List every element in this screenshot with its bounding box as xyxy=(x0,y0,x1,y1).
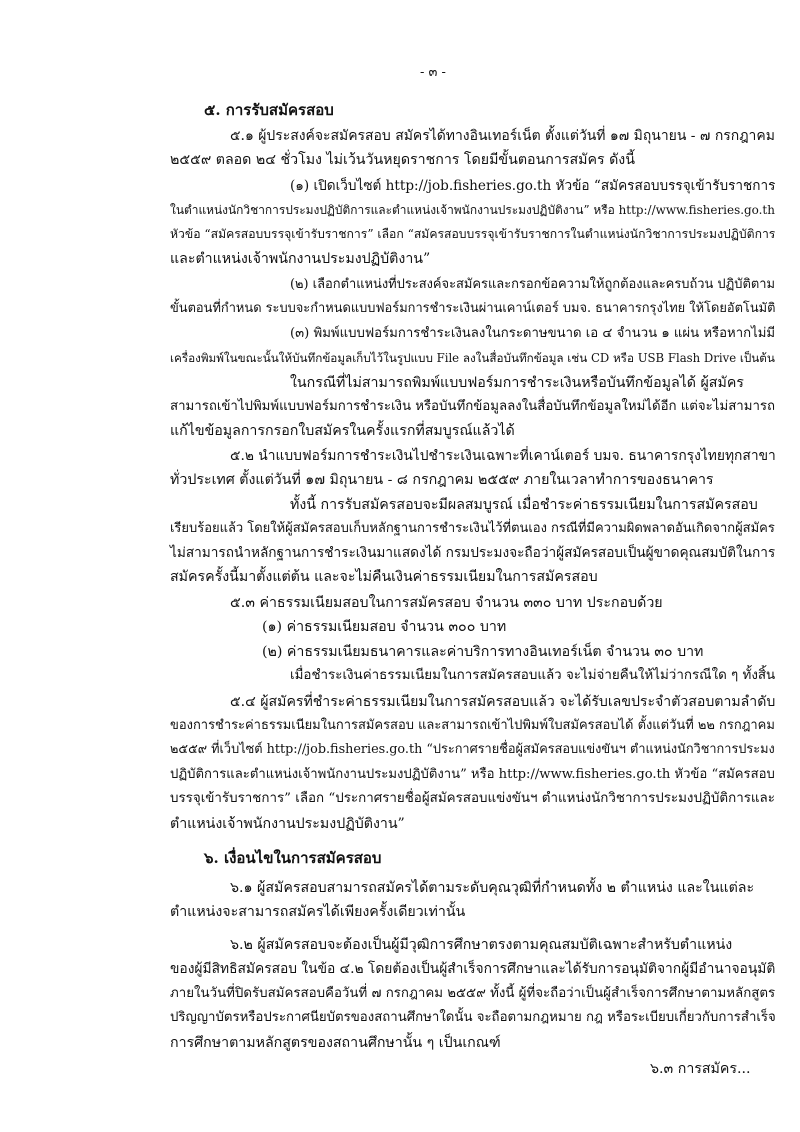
section-heading: ๖. เงื่อนไขในการสมัครสอบ xyxy=(204,849,382,867)
paragraph-line: เครื่องพิมพ์ในขณะนั้นให้บันทึกข้อมูลเก็บไว้ในรูปแบบ File ลงในสื่อบันทึกข้อมูล เช่น CD หรือ USB Flash Drive เป็นต้น xyxy=(170,351,775,365)
paragraph-line: ๕.๓ ค่าธรรมเนียมสอบในการสมัครสอบ จำนวน ๓๓๐ บาท ประกอบด้วย xyxy=(230,595,663,611)
paragraph-line: ปริญญาบัตรหรือประกาศนียบัตรของสถานศึกษาใดนั้น จะถือตามกฎหมาย กฎ หรือระเบียบเกี่ยวกับการสำเร็จ xyxy=(170,1010,776,1025)
paragraph-line: ทั่วประเทศ ตั้งแต่วันที่ ๑๗ มิถุนายน - ๘ กรกฎาคม ๒๕๕๙ ภายในเวลาทำการของธนาคาร xyxy=(170,472,714,488)
paragraph-line: ๖.๑ ผู้สมัครสอบสามารถสมัครได้ตามระดับคุณวุฒิที่กำหนดทั้ง ๒ ตำแหน่ง และในแต่ละ xyxy=(230,880,755,896)
paragraph-line: ทั้งนี้ การรับสมัครสอบจะมีผลสมบูรณ์ เมื่อชำระค่าธรรมเนียมในการสมัครสอบ xyxy=(290,497,758,513)
section-heading: ๕. การรับสมัครสอบ xyxy=(204,101,334,119)
paragraph-line: ไม่สามารถนำหลักฐานการชำระเงินมาแสดงได้ กรมประมงจะถือว่าผู้สมัครสอบเป็นผู้ขาดคุณสมบัติในการ xyxy=(170,545,776,561)
paragraph-line: ๒๕๕๙ ตลอด ๒๔ ชั่วโมง ไม่เว้นวันหยุดราชการ โดยมีขั้นตอนการสมัคร ดังนี้ xyxy=(170,152,635,168)
paragraph-line: (๑) เปิดเว็บไซต์ http://job.fisheries.go.th หัวข้อ “สมัครสอบบรรจุเข้ารับราชการ xyxy=(290,178,776,194)
paragraph-line: ในตำแหน่งนักวิชาการประมงปฏิบัติการและตำแหน่งเจ้าพนักงานประมงปฏิบัติงาน” หรือ http://www.fisheries.go.th xyxy=(170,203,775,217)
paragraph-line: ๒๕๕๙ ที่เว็บไซต์ http://job.fisheries.go.th “ประกาศรายชื่อผู้สมัครสอบแข่งขันฯ ตำแหน่งนักวิชาการประมง xyxy=(170,742,775,757)
paragraph-line: ๖.๒ ผู้สมัครสอบจะต้องเป็นผู้มีวุฒิการศึกษาตรงตามคุณสมบัติเฉพาะสำหรับตำแหน่ง xyxy=(230,937,733,953)
paragraph-line: ๕.๑ ผู้ประสงค์จะสมัครสอบ สมัครได้ทางอินเทอร์เน็ต ตั้งแต่วันที่ ๑๗ มิถุนายน - ๗ กรกฎาคม xyxy=(230,128,775,144)
page-number: - ๓ - xyxy=(420,65,446,80)
list-item: (๑) ค่าธรรมเนียมสอบ จำนวน ๓๐๐ บาท xyxy=(262,619,507,635)
paragraph-line: สามารถเข้าไปพิมพ์แบบฟอร์มการชำระเงิน หรือบันทึกข้อมูลลงในสื่อบันทึกข้อมูลใหม่ได้อีก แต่จะไม่สามารถ xyxy=(170,399,776,414)
paragraph-line: และตำแหน่งเจ้าพนักงานประมงปฏิบัติงาน” xyxy=(170,251,431,267)
paragraph-line: ของการชำระค่าธรรมเนียมในการสมัครสอบ และสามารถเข้าไปพิมพ์ใบสมัครสอบได้ ตั้งแต่วันที่ ๒๒ กรกฎาคม xyxy=(170,718,775,733)
list-item: (๒) ค่าธรรมเนียมธนาคารและค่าบริการทางอินเทอร์เน็ต จำนวน ๓๐ บาท xyxy=(262,644,704,660)
paragraph-line: ขั้นตอนที่กำหนด ระบบจะกำหนดแบบฟอร์มการชำระเงินผ่านเคาน์เตอร์ บมจ. ธนาคารกรุงไทย ให้โดยอัตโนมัติ xyxy=(170,301,776,316)
paragraph-line: ของผู้มีสิทธิสมัครสอบ ในข้อ ๔.๒ โดยต้องเป็นผู้สำเร็จการศึกษาและได้รับการอนุมัติจากผู้มีอำนาจอนุมัติ xyxy=(170,961,776,977)
paragraph-line: (๓) พิมพ์แบบฟอร์มการชำระเงินลงในกระดาษขนาด เอ ๔ จำนวน ๑ แผ่น หรือหากไม่มี xyxy=(290,326,776,341)
paragraph-line: การศึกษาตามหลักสูตรของสถานศึกษานั้น ๆ เป็นเกณฑ์ xyxy=(170,1035,501,1051)
continuation-note: ๖.๓ การสมัคร... xyxy=(650,1061,751,1077)
paragraph-line: ๕.๔ ผู้สมัครที่ชำระค่าธรรมเนียมในการสมัครสอบแล้ว จะได้รับเลขประจำตัวสอบตามลำดับ xyxy=(230,694,776,710)
paragraph-line: ตำแหน่งเจ้าพนักงานประมงปฏิบัติงาน” xyxy=(170,816,405,832)
paragraph-line: หัวข้อ “สมัครสอบบรรจุเข้ารับราชการ” เลือก “สมัครสอบบรรจุเข้ารับราชการในตำแหน่งนักวิชาการประมงปฏิบัติการ xyxy=(170,227,776,241)
paragraph-line: เรียบร้อยแล้ว โดยให้ผู้สมัครสอบเก็บหลักฐานการชำระเงินไว้ที่ตนเอง กรณีที่มีความผิดพลาดอันเกิดจากผู้สมัคร xyxy=(170,521,775,536)
paragraph-line: ๕.๒ นำแบบฟอร์มการชำระเงินไปชำระเงินเฉพาะที่เคาน์เตอร์ บมจ. ธนาคารกรุงไทยทุกสาขา xyxy=(230,448,776,464)
paragraph-line: (๒) เลือกตำแหน่งที่ประสงค์จะสมัครและกรอกข้อความให้ถูกต้องและครบถ้วน ปฏิบัติตาม xyxy=(290,277,775,292)
paragraph-line: ภายในวันที่ปิดรับสมัครสอบคือวันที่ ๗ กรกฎาคม ๒๕๕๙ ทั้งนี้ ผู้ที่จะถือว่าเป็นผู้สำเร็จการศึกษาตามหลักสูตร xyxy=(170,986,776,1001)
paragraph-line: ตำแหน่งจะสามารถสมัครได้เพียงครั้งเดียวเท่านั้น xyxy=(170,904,466,920)
paragraph-line: สมัครครั้งนี้มาตั้งแต่ต้น และจะไม่คืนเงินค่าธรรมเนียมในการสมัครสอบ xyxy=(170,569,598,585)
paragraph-line: เมื่อชำระเงินค่าธรรมเนียมในการสมัครสอบแล้ว จะไม่จ่ายคืนให้ไม่ว่ากรณีใด ๆ ทั้งสิ้น xyxy=(290,668,776,683)
paragraph-line: บรรจุเข้ารับราชการ” เลือก “ประกาศรายชื่อผู้สมัครสอบแข่งขันฯ ตำแหน่งนักวิชาการประมงปฏิบัติการและ xyxy=(170,791,775,806)
paragraph-line: ในกรณีที่ไม่สามารถพิมพ์แบบฟอร์มการชำระเงินหรือบันทึกข้อมูลได้ ผู้สมัคร xyxy=(290,375,744,391)
paragraph-line: ปฏิบัติการและตำแหน่งเจ้าพนักงานประมงปฏิบัติงาน” หรือ http://www.fisheries.go.th หัวข้อ “สมัครสอบ xyxy=(170,767,775,782)
paragraph-line: แก้ไขข้อมูลการกรอกใบสมัครในครั้งแรกที่สมบูรณ์แล้วได้ xyxy=(170,423,515,439)
